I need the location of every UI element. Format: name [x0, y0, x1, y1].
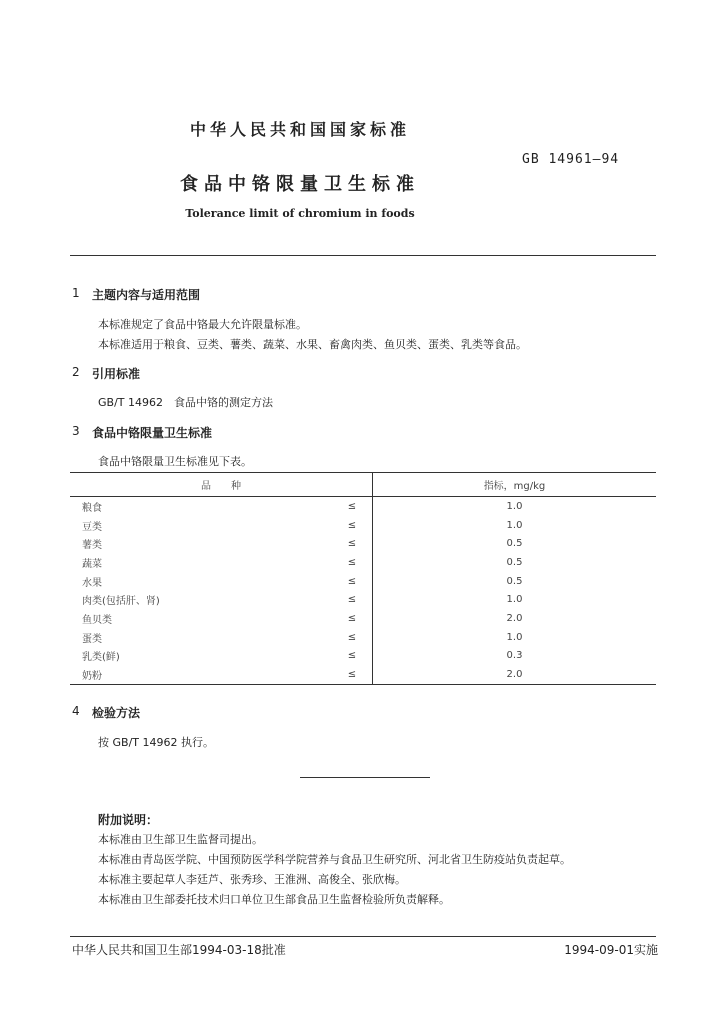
table-row [70, 628, 656, 647]
section-1-title: 主题内容与适用范围 [92, 288, 201, 302]
chromium-limit-table [70, 472, 656, 685]
section-4-title: 检验方法 [92, 706, 141, 720]
note-line: 本标准由卫生部卫生监督司提出。 [98, 833, 263, 846]
approval-info: 中华人民共和国卫生部1994-03-18批准 [72, 943, 286, 957]
operator-cell: ≤ [347, 612, 357, 624]
table-row [70, 572, 656, 591]
table-row [70, 647, 656, 666]
limit-value-cell: 1.0 [373, 590, 657, 609]
food-name-cell: 蛋类 [82, 633, 102, 645]
table-header-row [70, 473, 656, 497]
footer-divider [70, 936, 656, 937]
food-name-cell: 薯类 [82, 540, 102, 552]
table-row [70, 665, 656, 684]
food-name-cell: 水果 [82, 577, 102, 589]
limit-value-cell: 1.0 [373, 497, 657, 516]
operator-cell: ≤ [347, 650, 357, 662]
table-header-variety: 品 种 [70, 473, 373, 497]
food-name-cell: 肉类(包括肝、肾) [82, 596, 160, 608]
section-2-title: 引用标准 [92, 367, 141, 381]
notes-title: 附加说明： [98, 813, 159, 827]
section-4-paragraph: 按 GB/T 14962 执行。 [98, 736, 214, 749]
limit-value-cell: 0.3 [373, 647, 657, 666]
limit-value-cell: 2.0 [373, 609, 657, 628]
document-subtitle-english: Tolerance limit of chromium in foods [185, 207, 415, 220]
operator-cell: ≤ [347, 538, 357, 550]
food-name-cell: 豆类 [82, 521, 102, 533]
operator-cell: ≤ [347, 594, 357, 606]
issuing-authority-title: 中华人民共和国国家标准 [189, 120, 410, 139]
operator-cell: ≤ [347, 500, 357, 512]
limit-value-cell: 1.0 [373, 516, 657, 535]
limit-value-cell: 0.5 [373, 553, 657, 572]
section-1-number: 1 [72, 286, 80, 300]
table-row [70, 516, 656, 535]
operator-cell: ≤ [347, 519, 357, 531]
note-line: 本标准由青岛医学院、中国预防医学科学院营养与食品卫生研究所、河北省卫生防疫站负责起草。 [98, 853, 571, 866]
operator-cell: ≤ [347, 575, 357, 587]
section-3-paragraph: 食品中铬限量卫生标准见下表。 [98, 455, 252, 468]
food-name-cell: 奶粉 [70, 665, 332, 684]
note-line: 本标准由卫生部委托技术归口单位卫生部食品卫生监督检验所负责解释。 [98, 893, 450, 906]
section-3-title: 食品中铬限量卫生标准 [92, 426, 213, 440]
section-2-number: 2 [72, 365, 80, 379]
table-row [70, 497, 656, 516]
section-2-paragraph: GB/T 14962 食品中铬的测定方法 [98, 396, 273, 409]
table-row [70, 609, 656, 628]
implementation-date: 1994-09-01实施 [564, 943, 658, 957]
table-row [70, 590, 656, 609]
section-1-paragraph: 本标准规定了食品中铬最大允许限量标准。 [98, 318, 307, 331]
limit-value-cell: 0.5 [373, 534, 657, 553]
operator-cell: ≤ [332, 665, 373, 684]
section-4-number: 4 [72, 704, 80, 718]
table-header-limit: 指标，mg/kg [373, 473, 657, 497]
section-3-number: 3 [72, 424, 80, 438]
note-line: 本标准主要起草人李廷芦、张秀珍、王淮洲、高俊全、张欣梅。 [98, 873, 406, 886]
table-row [70, 534, 656, 553]
operator-cell: ≤ [347, 556, 357, 568]
document-title: 食品中铬限量卫生标准 [180, 174, 420, 195]
food-name-cell: 蔬菜 [82, 558, 102, 570]
food-name-cell: 鱼贝类 [82, 614, 112, 626]
limit-value-cell: 1.0 [373, 628, 657, 647]
limit-value-cell: 2.0 [373, 665, 657, 684]
limit-value-cell: 0.5 [373, 572, 657, 591]
header-divider [70, 255, 656, 256]
food-name-cell: 乳类(鲜) [82, 652, 120, 664]
section-1-paragraph: 本标准适用于粮食、豆类、薯类、蔬菜、水果、畜禽肉类、鱼贝类、蛋类、乳类等食品。 [98, 338, 527, 351]
standard-code: GB 14961—94 [522, 152, 620, 167]
end-of-text-rule [300, 777, 430, 778]
table-row [70, 553, 656, 572]
food-name-cell: 粮食 [82, 502, 102, 514]
operator-cell: ≤ [347, 631, 357, 643]
